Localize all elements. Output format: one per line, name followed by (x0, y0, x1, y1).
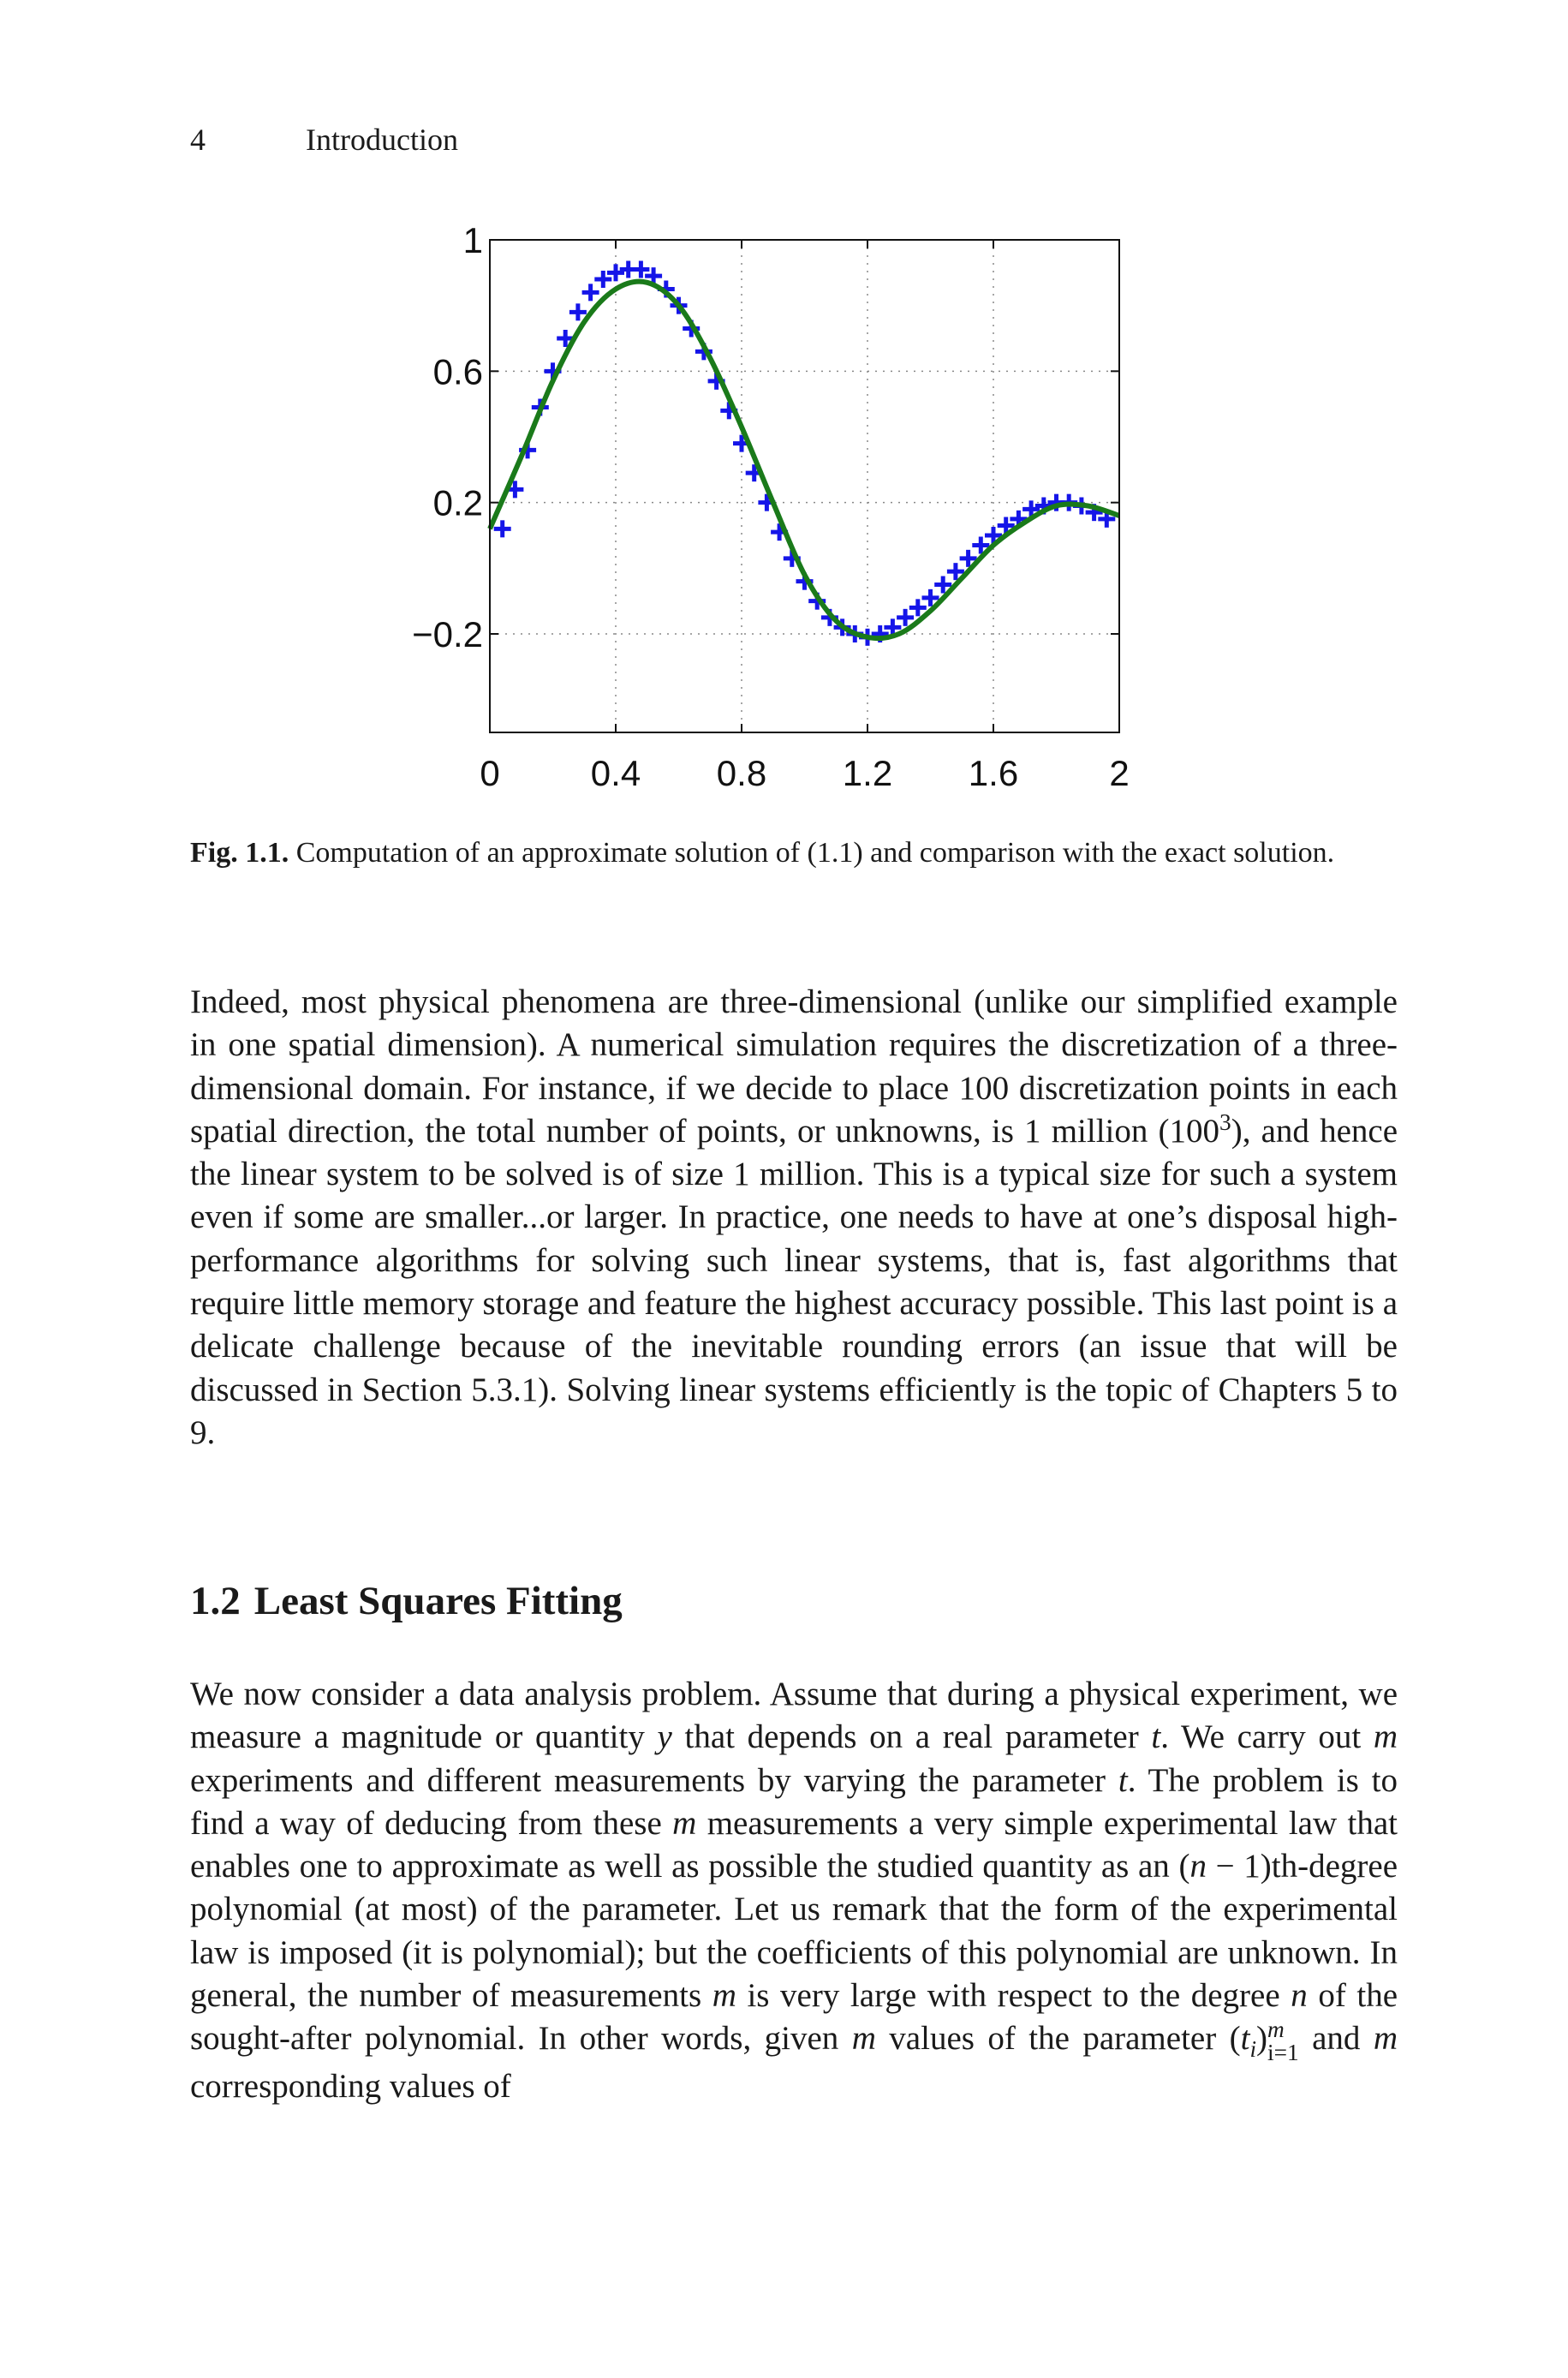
p1-superscript: 3 (1219, 1108, 1231, 1135)
section-title: Least Squares Fitting (253, 1579, 623, 1623)
y-tick-label: −0.2 (412, 614, 483, 654)
math-n: n (1189, 1848, 1207, 1885)
y-tick-label: 0.2 (432, 482, 483, 523)
y-tick-label: 0.6 (432, 351, 483, 392)
chart-series (490, 261, 1119, 646)
figure-caption (190, 833, 1398, 873)
math-y: y (657, 1718, 672, 1756)
p1-text-rest: ), and hence the linear system to be solved is of size 1 million. This is a typical size for such a system even if some are smaller...or larger. In practice, one needs to have at one’s disposal high-performance algorithms for solving such linear systems, that is, fast algorithms that require little memory storage and feature the highest accuracy possible. This last point is a delicate challenge because of the inevitable rounding errors (an issue that will be discussed in Section 5.3.1). Solving linear systems efficiently is the topic of Chapters 5 to 9. (190, 1112, 1398, 1451)
page-number: 4 (190, 122, 206, 157)
math-t: t (1240, 2020, 1250, 2058)
marker-point (494, 520, 511, 537)
caption-label: Fig. 1.1. (190, 837, 289, 869)
y-axis (412, 220, 1119, 654)
math-subscript-i: i (1249, 2036, 1257, 2063)
p2-text: that depends on a real parameter (684, 1718, 1139, 1756)
marker-point (582, 284, 599, 301)
math-m: m (1373, 2020, 1398, 2058)
p1-text: Indeed, most physical phenomena are three-dimensional (unlike our simplified example in one spatial dimension). A numerical simulation requires the discretization of a three-dimensional domain. For instance, if we decide to place 100 discretization points in each spatial direction, the total number of points, or unknowns, is 1 million (100 (190, 983, 1398, 1150)
caption-text: Computation of an approximate solution of (1.1) and comparison with the exact solution. (295, 837, 1335, 869)
math-n: n (1291, 1977, 1308, 2015)
p2-text: experiments and different measurements by varying the parameter (190, 1761, 1106, 1799)
x-tick-label: 0.8 (716, 753, 767, 793)
x-tick-label: 0 (480, 753, 500, 793)
section-number: 1.2 (190, 1579, 241, 1623)
running-head (190, 122, 458, 158)
section-heading (190, 1578, 623, 1624)
range-lower: i=1 (1267, 2040, 1299, 2066)
x-tick-label: 2 (1109, 753, 1130, 793)
x-tick-label: 0.4 (590, 753, 641, 793)
p2-text: and (1312, 2020, 1361, 2058)
x-tick-label: 1.2 (842, 753, 893, 793)
running-title: Introduction (306, 122, 458, 157)
p2-text: . The problem is to find a way of deducing from these (190, 1761, 1398, 1842)
math-m: m (672, 1804, 697, 1842)
marker-point (897, 609, 914, 626)
p2-text: − 1)th-degree polynomial (at most) of the parameter. Let us remark that the form of the experimental law is imposed (it is polynomial); but the coefficients of this polynomial are unknown. In general, the number of measurements (190, 1848, 1398, 2015)
index-range (1267, 2018, 1299, 2065)
p2-text: . We carry out (1160, 1718, 1362, 1756)
p2-text: ) (1256, 2020, 1268, 2058)
p2-text: measurements a very simple experimental law that enables one to approximate as well as possible the studied quantity as an ( (190, 1804, 1398, 1885)
math-t: t (1151, 1718, 1161, 1756)
math-m: m (712, 1977, 736, 2015)
figure-chart (368, 218, 1139, 818)
p2-text: is very large with respect to the degree (747, 1977, 1280, 2015)
p2-text: corresponding values of (190, 2067, 511, 2105)
paragraph-1 (190, 981, 1398, 1455)
math-m: m (851, 2020, 876, 2058)
paragraph-2 (190, 1673, 1398, 2108)
p2-text: values of the parameter ( (889, 2020, 1241, 2058)
range-upper: m (1267, 2017, 1285, 2043)
p2-text: We now consider a data analysis problem. Assume that during a physical experiment, we measure a magnitude or quantity (190, 1676, 1398, 1756)
math-m: m (1373, 1718, 1398, 1756)
y-tick-label: 1 (462, 220, 483, 260)
p2-text: of the sought-after polynomial. In other words, given (190, 1977, 1398, 2058)
math-t: t (1118, 1761, 1128, 1799)
x-tick-label: 1.6 (968, 753, 1019, 793)
